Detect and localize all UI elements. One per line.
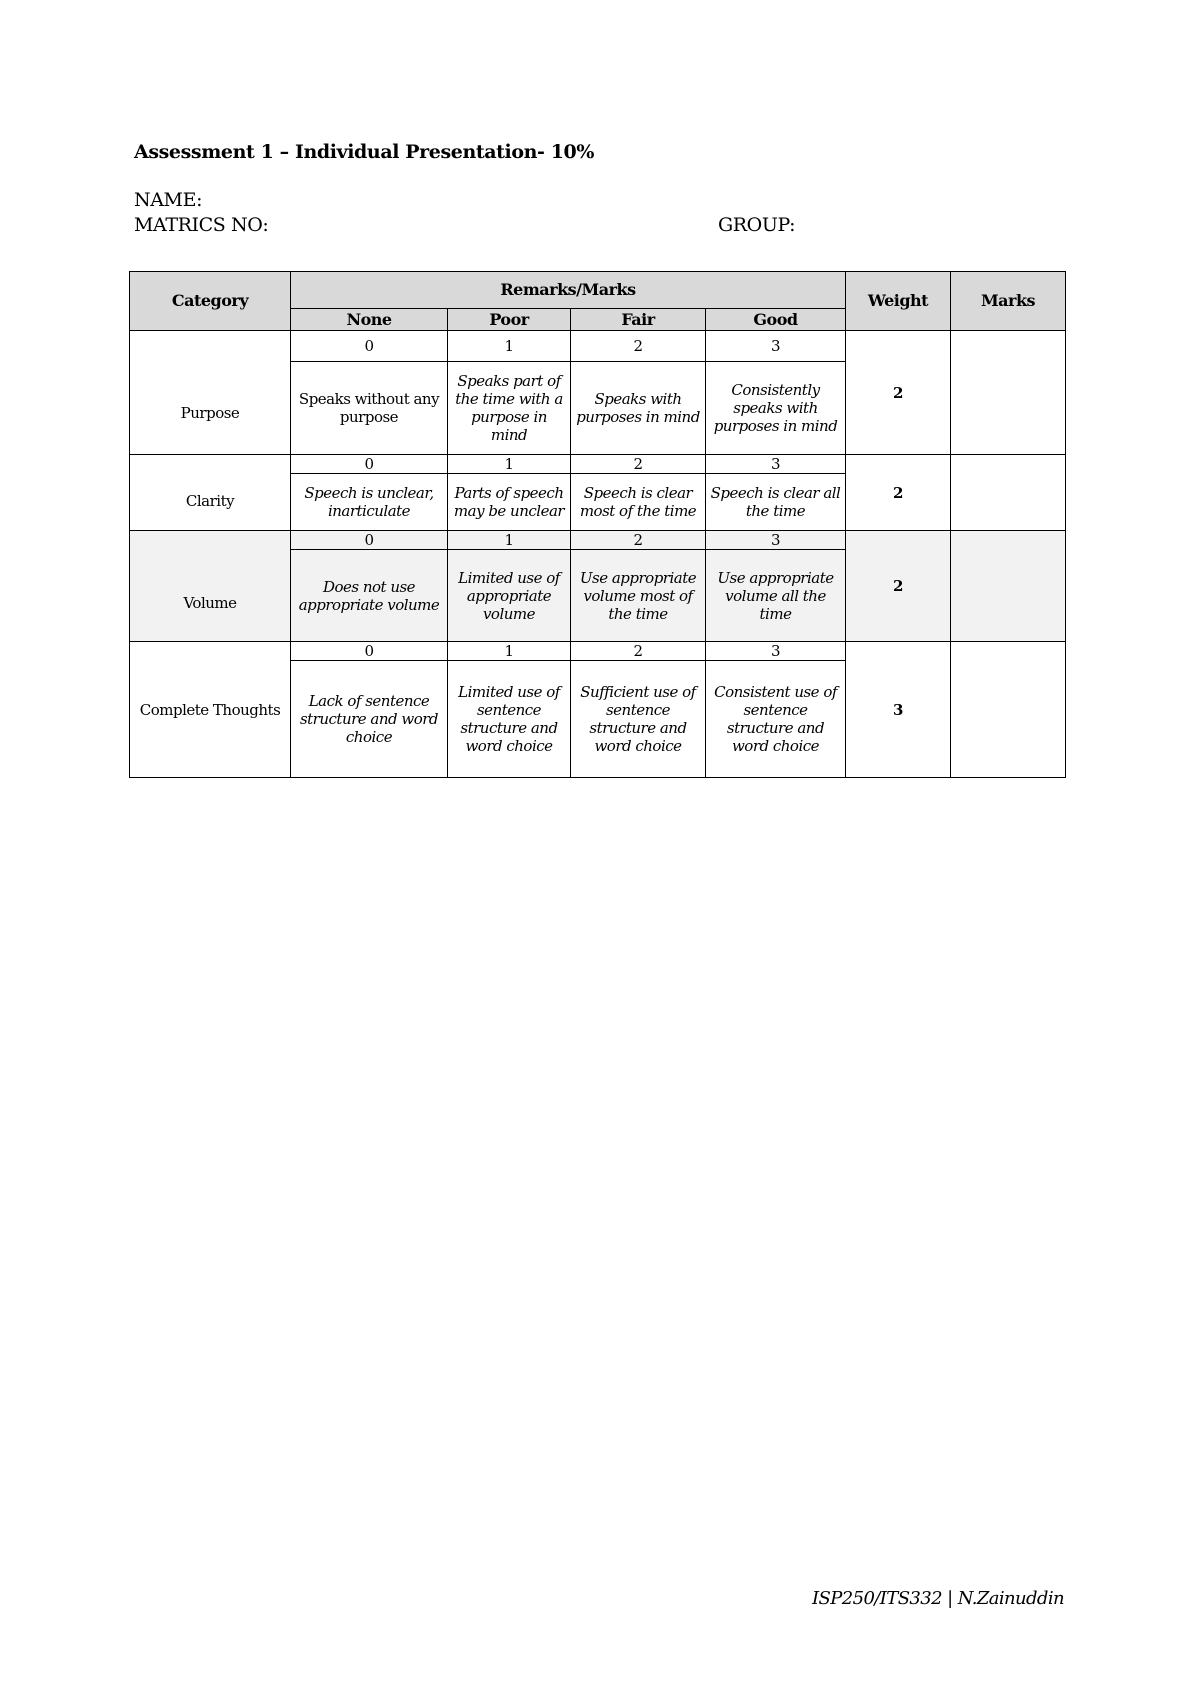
name-field-label: NAME: [134,189,203,211]
score-cell: 3 [706,531,846,550]
score-cell: 1 [448,531,571,550]
description-cell: Does not use appropriate volume [291,550,448,642]
weight-cell: 2 [846,531,951,642]
table-row [130,642,1066,661]
header-fair: Fair [571,309,706,331]
description-cell: Speaks without any purpose [291,362,448,455]
table-row [130,531,1066,550]
score-cell: 1 [448,642,571,661]
matrics-no-field-label: MATRICS NO: [134,214,269,236]
description-cell: Speech is clear most of the time [571,474,706,531]
footer-course-author: ISP250/ITS332 | N.Zainuddin [812,1588,1064,1609]
score-cell: 0 [291,331,448,362]
score-cell: 0 [291,455,448,474]
table-row [130,455,1066,474]
weight-cell: 2 [846,455,951,531]
assessment-title: Assessment 1 – Individual Presentation- 10% [134,141,595,163]
header-category: Category [130,272,291,331]
score-cell: 2 [571,455,706,474]
description-cell: Speech is unclear, inarticulate [291,474,448,531]
score-cell: 2 [571,531,706,550]
category-volume: Volume [130,531,291,642]
description-cell: Speech is clear all the time [706,474,846,531]
score-cell: 3 [706,642,846,661]
header-weight: Weight [846,272,951,331]
description-cell: Parts of speech may be unclear [448,474,571,531]
description-cell: Speaks part of the time with a purpose in mind [448,362,571,455]
score-cell: 0 [291,531,448,550]
score-cell: 3 [706,455,846,474]
score-cell: 3 [706,331,846,362]
description-cell: Lack of sentence structure and word choice [291,661,448,778]
description-cell: Sufficient use of sentence structure and word choice [571,661,706,778]
header-marks: Marks [951,272,1066,331]
header-none: None [291,309,448,331]
description-cell: Limited use of appropriate volume [448,550,571,642]
score-cell: 1 [448,331,571,362]
description-cell: Speaks with purposes in mind [571,362,706,455]
category-clarity: Clarity [130,455,291,531]
description-cell: Use appropriate volume all the time [706,550,846,642]
marks-cell[interactable] [951,642,1066,778]
marks-cell[interactable] [951,531,1066,642]
header-good: Good [706,309,846,331]
header-remarks-marks: Remarks/Marks [291,272,846,309]
marks-cell[interactable] [951,455,1066,531]
score-cell: 2 [571,642,706,661]
weight-cell: 3 [846,642,951,778]
category-complete-thoughts: Complete Thoughts [130,642,291,778]
rubric-table [129,271,1066,778]
table-row [130,331,1066,362]
header-poor: Poor [448,309,571,331]
weight-cell: 2 [846,331,951,455]
category-purpose: Purpose [130,331,291,455]
group-field-label: GROUP: [718,214,796,236]
marks-cell[interactable] [951,331,1066,455]
description-cell: Limited use of sentence structure and word choice [448,661,571,778]
score-cell: 0 [291,642,448,661]
description-cell: Use appropriate volume most of the time [571,550,706,642]
score-cell: 1 [448,455,571,474]
description-cell: Consistently speaks with purposes in mind [706,362,846,455]
description-cell: Consistent use of sentence structure and word choice [706,661,846,778]
score-cell: 2 [571,331,706,362]
